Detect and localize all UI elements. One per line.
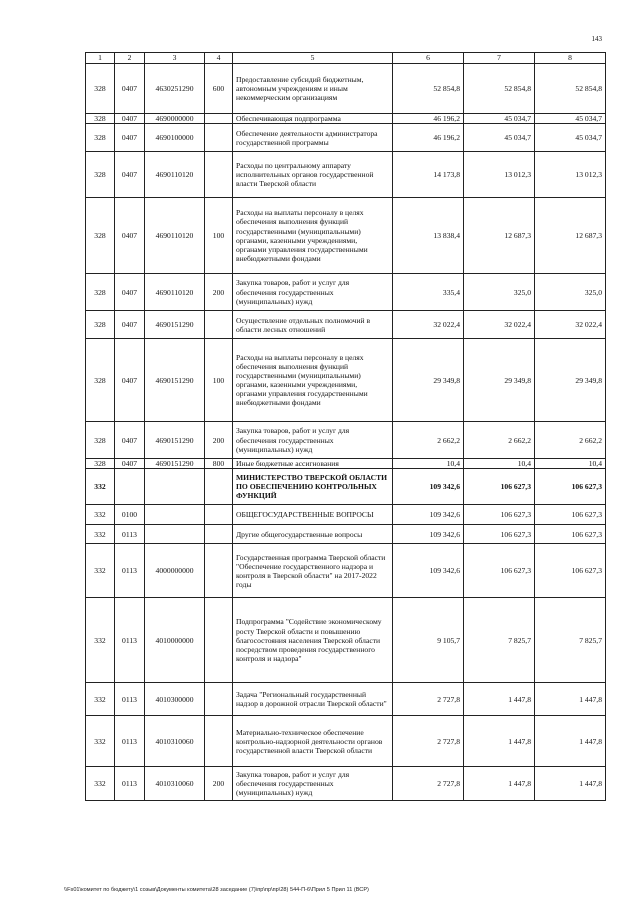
table-row — [86, 274, 606, 311]
target-code-cell: 4010300000 — [145, 683, 205, 716]
header-cell: 3 — [145, 53, 205, 64]
amount-col8-cell: 10,4 — [535, 459, 606, 469]
amount-col7-cell: 7 825,7 — [464, 598, 535, 683]
amount-col8-cell: 1 447,8 — [535, 767, 606, 801]
header-cell: 6 — [393, 53, 464, 64]
item-name-cell: Другие общегосударственные вопросы — [233, 525, 393, 544]
item-name-cell: Обеспечение деятельности администратора государственной программы — [233, 124, 393, 152]
section-code-cell: 0113 — [115, 544, 145, 598]
admin-code-cell: 332 — [86, 767, 115, 801]
amount-col6-cell: 46 196,2 — [393, 114, 464, 124]
admin-code-cell: 328 — [86, 459, 115, 469]
target-code-cell: 4690151290 — [145, 459, 205, 469]
amount-col8-cell: 106 627,3 — [535, 525, 606, 544]
admin-code-cell: 332 — [86, 525, 115, 544]
amount-col7-cell: 45 034,7 — [464, 124, 535, 152]
admin-code-cell: 328 — [86, 339, 115, 422]
budget-table — [85, 52, 606, 801]
expense-type-cell: 200 — [205, 274, 233, 311]
table-row — [86, 525, 606, 544]
amount-col6-cell: 29 349,8 — [393, 339, 464, 422]
target-code-cell — [145, 525, 205, 544]
item-name-cell: Государственная программа Тверской области "Обеспечение государственного надзора и контроля в Тверской области" на 2017-2022 годы — [233, 544, 393, 598]
amount-col7-cell: 106 627,3 — [464, 525, 535, 544]
amount-col6-cell: 2 662,2 — [393, 422, 464, 459]
section-code-cell: 0113 — [115, 683, 145, 716]
amount-col8-cell: 29 349,8 — [535, 339, 606, 422]
admin-code-cell: 328 — [86, 124, 115, 152]
item-name-cell: Материально-техническое обеспечение контрольно-надзорной деятельности органов государственной власти Тверской области — [233, 716, 393, 767]
item-name-cell: МИНИСТЕРСТВО ТВЕРСКОЙ ОБЛАСТИ ПО ОБЕСПЕЧЕНИЮ КОНТРОЛЬНЫХ ФУНКЦИЙ — [233, 469, 393, 505]
amount-col6-cell: 10,4 — [393, 459, 464, 469]
table-row — [86, 114, 606, 124]
amount-col8-cell: 106 627,3 — [535, 505, 606, 525]
table-row — [86, 716, 606, 767]
target-code-cell: 4690110120 — [145, 198, 205, 274]
amount-col6-cell: 13 838,4 — [393, 198, 464, 274]
expense-type-cell: 200 — [205, 422, 233, 459]
expense-type-cell — [205, 152, 233, 198]
amount-col6-cell: 109 342,6 — [393, 525, 464, 544]
amount-col8-cell: 13 012,3 — [535, 152, 606, 198]
section-code-cell: 0407 — [115, 274, 145, 311]
target-code-cell: 4010310060 — [145, 767, 205, 801]
amount-col8-cell: 106 627,3 — [535, 469, 606, 505]
section-code-cell: 0407 — [115, 198, 145, 274]
section-code-cell: 0407 — [115, 339, 145, 422]
admin-code-cell: 328 — [86, 311, 115, 339]
amount-col7-cell: 2 662,2 — [464, 422, 535, 459]
amount-col6-cell: 2 727,8 — [393, 767, 464, 801]
admin-code-cell: 332 — [86, 716, 115, 767]
section-code-cell: 0113 — [115, 767, 145, 801]
table-row — [86, 598, 606, 683]
expense-type-cell — [205, 544, 233, 598]
item-name-cell: Предоставление субсидий бюджетным, автономным учреждениям и иным некоммерческим организациям — [233, 64, 393, 114]
target-code-cell: 4630251290 — [145, 64, 205, 114]
amount-col8-cell: 1 447,8 — [535, 716, 606, 767]
section-code-cell — [115, 469, 145, 505]
amount-col8-cell: 32 022,4 — [535, 311, 606, 339]
expense-type-cell — [205, 505, 233, 525]
admin-code-cell: 328 — [86, 114, 115, 124]
expense-type-cell — [205, 683, 233, 716]
amount-col8-cell: 1 447,8 — [535, 683, 606, 716]
amount-col7-cell: 13 012,3 — [464, 152, 535, 198]
amount-col7-cell: 1 447,8 — [464, 716, 535, 767]
amount-col6-cell: 52 854,8 — [393, 64, 464, 114]
expense-type-cell: 200 — [205, 767, 233, 801]
table-row — [86, 544, 606, 598]
target-code-cell: 4690151290 — [145, 311, 205, 339]
amount-col7-cell: 10,4 — [464, 459, 535, 469]
amount-col7-cell: 32 022,4 — [464, 311, 535, 339]
amount-col7-cell: 1 447,8 — [464, 683, 535, 716]
admin-code-cell: 332 — [86, 598, 115, 683]
section-code-cell: 0407 — [115, 114, 145, 124]
amount-col7-cell: 106 627,3 — [464, 505, 535, 525]
target-code-cell: 4010310060 — [145, 716, 205, 767]
section-code-cell: 0407 — [115, 152, 145, 198]
amount-col6-cell: 32 022,4 — [393, 311, 464, 339]
target-code-cell: 4690110120 — [145, 152, 205, 198]
amount-col7-cell: 106 627,3 — [464, 469, 535, 505]
table-row — [86, 767, 606, 801]
admin-code-cell: 328 — [86, 152, 115, 198]
header-row — [86, 53, 606, 64]
amount-col7-cell: 52 854,8 — [464, 64, 535, 114]
header-cell: 5 — [233, 53, 393, 64]
amount-col8-cell: 45 034,7 — [535, 124, 606, 152]
target-code-cell: 4010000000 — [145, 598, 205, 683]
table-row — [86, 311, 606, 339]
header-cell: 8 — [535, 53, 606, 64]
admin-code-cell: 332 — [86, 544, 115, 598]
target-code-cell: 4690100000 — [145, 124, 205, 152]
item-name-cell: Закупка товаров, работ и услуг для обеспечения государственных (муниципальных) нужд — [233, 274, 393, 311]
item-name-cell: Закупка товаров, работ и услуг для обеспечения государственных (муниципальных) нужд — [233, 767, 393, 801]
amount-col6-cell: 2 727,8 — [393, 716, 464, 767]
admin-code-cell: 328 — [86, 422, 115, 459]
expense-type-cell — [205, 525, 233, 544]
amount-col7-cell: 29 349,8 — [464, 339, 535, 422]
expense-type-cell — [205, 114, 233, 124]
expense-type-cell: 800 — [205, 459, 233, 469]
target-code-cell: 4690151290 — [145, 422, 205, 459]
item-name-cell: Задача "Региональный государственный надзор в дорожной отрасли Тверской области" — [233, 683, 393, 716]
target-code-cell: 4690110120 — [145, 274, 205, 311]
amount-col6-cell: 14 173,8 — [393, 152, 464, 198]
amount-col6-cell: 46 196,2 — [393, 124, 464, 152]
amount-col8-cell: 106 627,3 — [535, 544, 606, 598]
expense-type-cell: 600 — [205, 64, 233, 114]
amount-col6-cell: 335,4 — [393, 274, 464, 311]
table-row — [86, 124, 606, 152]
section-code-cell: 0113 — [115, 598, 145, 683]
section-code-cell: 0407 — [115, 459, 145, 469]
admin-code-cell: 332 — [86, 505, 115, 525]
amount-col7-cell: 106 627,3 — [464, 544, 535, 598]
target-code-cell: 4690000000 — [145, 114, 205, 124]
item-name-cell: Закупка товаров, работ и услуг для обеспечения государственных (муниципальных) нужд — [233, 422, 393, 459]
amount-col8-cell: 52 854,8 — [535, 64, 606, 114]
expense-type-cell — [205, 598, 233, 683]
item-name-cell: Расходы на выплаты персоналу в целях обеспечения выполнения функций государственными (муниципальными) органами, казенными учреждениями, органами управления государственными внебюджетными фондами — [233, 339, 393, 422]
amount-col7-cell: 325,0 — [464, 274, 535, 311]
table-row — [86, 459, 606, 469]
section-code-cell: 0113 — [115, 525, 145, 544]
amount-col8-cell: 325,0 — [535, 274, 606, 311]
amount-col8-cell: 45 034,7 — [535, 114, 606, 124]
admin-code-cell: 328 — [86, 198, 115, 274]
amount-col6-cell: 109 342,6 — [393, 505, 464, 525]
table-row — [86, 422, 606, 459]
amount-col7-cell: 45 034,7 — [464, 114, 535, 124]
admin-code-cell: 332 — [86, 469, 115, 505]
admin-code-cell: 328 — [86, 274, 115, 311]
table-row — [86, 469, 606, 505]
item-name-cell: Иные бюджетные ассигнования — [233, 459, 393, 469]
section-code-cell: 0113 — [115, 716, 145, 767]
amount-col8-cell: 2 662,2 — [535, 422, 606, 459]
file-path-footer: \\Fs01\комитет по бюджету\1 созыв\Документы комитета\28 заседание (7)\пр\пр\пр\28) 544-П-6\Прил 5 Прил 11 (ВСР) — [64, 887, 369, 893]
target-code-cell: 4690151290 — [145, 339, 205, 422]
amount-col7-cell: 1 447,8 — [464, 767, 535, 801]
expense-type-cell — [205, 469, 233, 505]
table-row — [86, 505, 606, 525]
table-row — [86, 683, 606, 716]
table-row — [86, 339, 606, 422]
table-row — [86, 152, 606, 198]
item-name-cell: Расходы на выплаты персоналу в целях обеспечения выполнения функций государственными (муниципальными) органами, казенными учреждениями, органами управления государственными внебюджетными фондами — [233, 198, 393, 274]
target-code-cell — [145, 505, 205, 525]
header-cell: 4 — [205, 53, 233, 64]
amount-col7-cell: 12 687,3 — [464, 198, 535, 274]
table-row — [86, 198, 606, 274]
amount-col6-cell: 109 342,6 — [393, 544, 464, 598]
admin-code-cell: 332 — [86, 683, 115, 716]
section-code-cell: 0407 — [115, 64, 145, 114]
amount-col6-cell: 109 342,6 — [393, 469, 464, 505]
page-number: 143 — [591, 35, 602, 43]
section-code-cell: 0407 — [115, 311, 145, 339]
expense-type-cell: 100 — [205, 339, 233, 422]
expense-type-cell — [205, 311, 233, 339]
amount-col8-cell: 7 825,7 — [535, 598, 606, 683]
target-code-cell: 4000000000 — [145, 544, 205, 598]
item-name-cell: Расходы по центральному аппарату исполнительных органов государственной власти Тверской области — [233, 152, 393, 198]
amount-col6-cell: 9 105,7 — [393, 598, 464, 683]
target-code-cell — [145, 469, 205, 505]
expense-type-cell: 100 — [205, 198, 233, 274]
item-name-cell: Подпрограмма "Содействие экономическому росту Тверской области и повышению благосостояния населения Тверской области посредством проведения государственного контроля и надзора" — [233, 598, 393, 683]
section-code-cell: 0407 — [115, 422, 145, 459]
section-code-cell: 0407 — [115, 124, 145, 152]
item-name-cell: Осуществление отдельных полномочий в области лесных отношений — [233, 311, 393, 339]
section-code-cell: 0100 — [115, 505, 145, 525]
expense-type-cell — [205, 124, 233, 152]
item-name-cell: ОБЩЕГОСУДАРСТВЕННЫЕ ВОПРОСЫ — [233, 505, 393, 525]
admin-code-cell: 328 — [86, 64, 115, 114]
item-name-cell: Обеспечивающая подпрограмма — [233, 114, 393, 124]
header-cell: 7 — [464, 53, 535, 64]
expense-type-cell — [205, 716, 233, 767]
header-cell: 1 — [86, 53, 115, 64]
amount-col8-cell: 12 687,3 — [535, 198, 606, 274]
table-row — [86, 64, 606, 114]
amount-col6-cell: 2 727,8 — [393, 683, 464, 716]
header-cell: 2 — [115, 53, 145, 64]
